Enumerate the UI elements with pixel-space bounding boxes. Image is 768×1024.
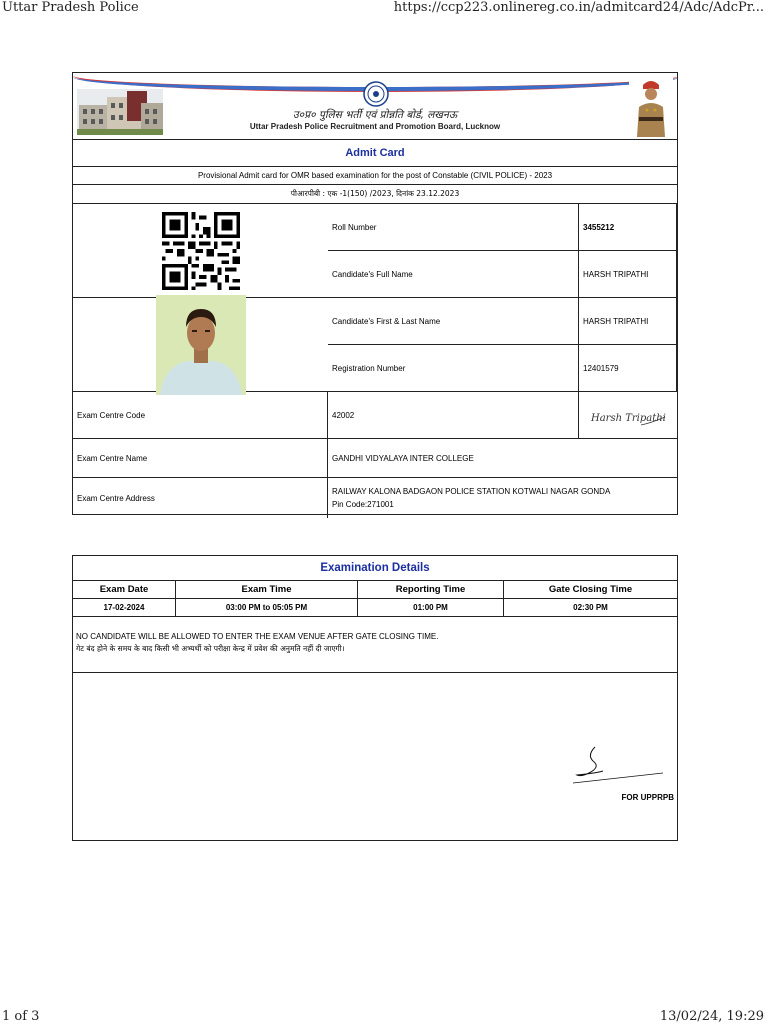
- gate-closing-time-header: Gate Closing Time: [504, 581, 677, 599]
- candidate-photo: [156, 295, 246, 395]
- full-name-label: Candidate's Full Name: [328, 251, 579, 298]
- admit-card-subtitle: Provisional Admit card for OMR based examination for the post of Constable (CIVIL POLICE) - 2023: [73, 167, 677, 185]
- exam-schedule-table: [73, 581, 677, 617]
- roll-number-label: Roll Number: [328, 204, 579, 251]
- org-name-english: Uttar Pradesh Police Recruitment and Promotion Board, Lucknow: [249, 122, 501, 131]
- exam-centre-code-value: 42002: [328, 392, 579, 439]
- reporting-time-header: Reporting Time: [358, 581, 504, 599]
- notice-reference: पीआरपीबी : एक -1(150) /2023, दिनांक 23.12.2023: [73, 185, 677, 204]
- authority-signature: [567, 743, 667, 789]
- exam-time-value: 03:00 PM to 05:05 PM: [176, 599, 358, 617]
- exam-centre-code-label: Exam Centre Code: [73, 392, 328, 439]
- gate-closing-time-value: 02:30 PM: [504, 599, 677, 617]
- candidate-signature-text: Harsh Tripathi: [591, 413, 666, 424]
- upprpb-emblem-icon: [362, 81, 390, 107]
- signatory-label: FOR UPPRPB: [621, 793, 674, 802]
- candidate-photo-cell: [73, 298, 328, 392]
- notice-hindi: गेट बंद होने के समय के बाद किसी भी अभ्यर्थी को परीक्षा केन्द्र में प्रवेश की अनुमति नहीं दी जाएगी।: [76, 644, 345, 653]
- candidate-details-table: [73, 204, 677, 518]
- qr-code-icon: [161, 212, 241, 290]
- gate-closing-notice: [73, 617, 677, 673]
- qr-code-cell: [73, 204, 328, 298]
- address-line-1: RAILWAY KALONA BADGAON POLICE STATION KOTWALI NAGAR GONDA: [332, 487, 611, 496]
- candidate-signature-cell: [579, 392, 677, 439]
- full-name-value: HARSH TRIPATHI: [579, 251, 677, 298]
- candidate-signature: [585, 399, 671, 431]
- admit-card: [72, 72, 678, 515]
- print-url: https://ccp223.onlinereg.co.in/admitcard24/Adc/AdcPr...: [393, 0, 764, 15]
- authority-signature-area: [73, 673, 677, 839]
- print-timestamp: 13/02/24, 19:29: [659, 1009, 764, 1024]
- police-officer-image: [629, 77, 673, 137]
- reporting-time-value: 01:00 PM: [358, 599, 504, 617]
- print-page-title: Uttar Pradesh Police: [2, 0, 139, 15]
- exam-centre-name-value: GANDHI VIDYALAYA INTER COLLEGE: [328, 439, 677, 478]
- roll-number-value: 3455212: [579, 204, 677, 251]
- exam-date-value: 17-02-2024: [73, 599, 176, 617]
- exam-time-header: Exam Time: [176, 581, 358, 599]
- address-pin-code: Pin Code:271001: [332, 500, 394, 509]
- header-banner: [73, 73, 677, 140]
- exam-centre-address-label: Exam Centre Address: [73, 478, 328, 518]
- admit-card-title: Admit Card: [73, 140, 677, 167]
- notice-english: NO CANDIDATE WILL BE ALLOWED TO ENTER THE EXAM VENUE AFTER GATE CLOSING TIME.: [76, 632, 439, 641]
- first-last-name-label: Candidate's First & Last Name: [328, 298, 579, 345]
- exam-centre-address-value: [328, 478, 677, 518]
- examination-details-card: [72, 555, 678, 841]
- examination-details-title: Examination Details: [73, 556, 677, 581]
- registration-number-label: Registration Number: [328, 345, 579, 392]
- org-name-hindi: उ०प्र० पुलिस भर्ती एवं प्रोन्नति बोर्ड, लखनऊ: [292, 109, 458, 121]
- print-page-counter: 1 of 3: [2, 1009, 40, 1024]
- registration-number-value: 12401579: [579, 345, 677, 392]
- first-last-name-value: HARSH TRIPATHI: [579, 298, 677, 345]
- exam-date-header: Exam Date: [73, 581, 176, 599]
- exam-centre-name-label: Exam Centre Name: [73, 439, 328, 478]
